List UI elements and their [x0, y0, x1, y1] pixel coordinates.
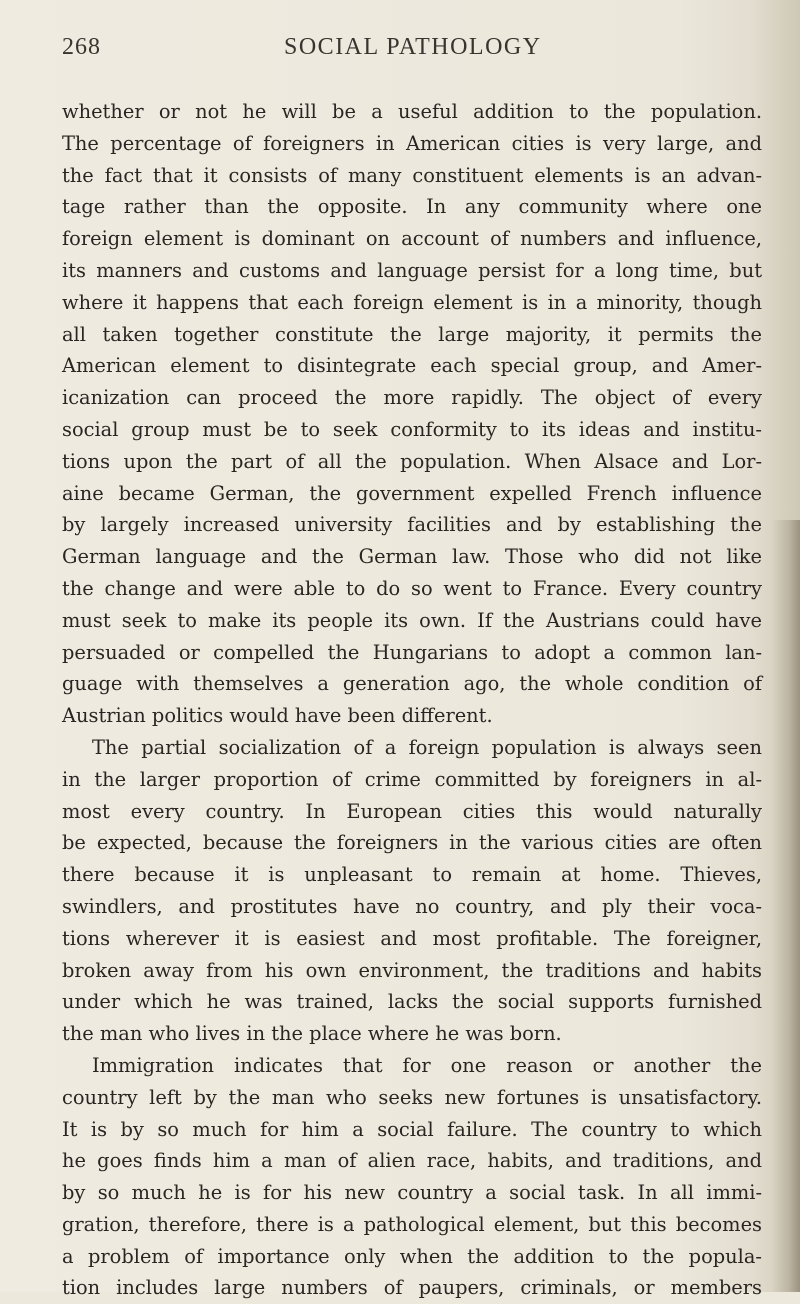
text-line: tage rather than the opposite. In any community where one	[62, 195, 762, 219]
text-line: It is by so much for him a social failure. The country to which	[62, 1117, 762, 1141]
text-line: icanization can proceed the more rapidly. The object of every	[62, 386, 762, 410]
text-line: social group must be to seek conformity to its ideas and institu-	[62, 417, 762, 441]
text-line: the change and were able to do so went to France. Every country	[62, 576, 762, 600]
paragraph-start-line: Immigration indicates that for one reason or another the	[92, 1053, 762, 1077]
text-line: there because it is unpleasant to remain at home. Thieves,	[62, 863, 762, 887]
page-number: 268	[62, 34, 101, 60]
text-line: country left by the man who seeks new fortunes is unsatisfactory.	[62, 1085, 762, 1109]
paragraph-end-line: the man who lives in the place where he was born.	[62, 1022, 562, 1046]
page-header	[62, 34, 762, 68]
text-line: tions wherever it is easiest and most profitable. The foreigner,	[62, 926, 762, 950]
text-line: tion includes large numbers of paupers, criminals, or members	[62, 1276, 762, 1300]
text-line: American element to disintegrate each special group, and Amer-	[62, 354, 762, 378]
text-line: The percentage of foreigners in American cities is very large, and	[62, 131, 762, 155]
text-line: by so much he is for his new country a social task. In all immi-	[62, 1181, 762, 1205]
text-line: all taken together constitute the large majority, it permits the	[62, 322, 762, 346]
text-line: aine became German, the government expelled French influence	[62, 481, 762, 505]
text-line: guage with themselves a generation ago, the whole condition of	[62, 672, 762, 696]
text-line: must seek to make its people its own. If the Austrians could have	[62, 608, 762, 632]
text-line: broken away from his own environment, the traditions and habits	[62, 958, 762, 982]
paragraph-start-line: The partial socialization of a foreign population is always seen	[92, 735, 762, 759]
text-line: the fact that it consists of many constituent elements is an advan-	[62, 163, 762, 187]
body-text	[62, 96, 762, 1304]
text-line: by largely increased university facilities and by establishing the	[62, 513, 762, 537]
running-title: SOCIAL PATHOLOGY	[284, 34, 542, 60]
text-line: he goes finds him a man of alien race, habits, and traditions, and	[62, 1149, 762, 1173]
text-line: where it happens that each foreign element is in a minority, though	[62, 290, 762, 314]
text-line: tions upon the part of all the population. When Alsace and Lor-	[62, 449, 762, 473]
text-line: in the larger proportion of crime committed by foreigners in al-	[62, 767, 762, 791]
text-line: its manners and customs and language persist for a long time, but	[62, 258, 762, 282]
text-line: foreign element is dominant on account of numbers and influence,	[62, 227, 762, 251]
text-line: gration, therefore, there is a pathological element, but this becomes	[62, 1212, 762, 1236]
text-line: a problem of importance only when the addition to the popula-	[62, 1244, 762, 1268]
text-line: German language and the German law. Those who did not like	[62, 545, 762, 569]
paragraph-end-line: Austrian politics would have been different.	[62, 704, 493, 728]
text-line: under which he was trained, lacks the social supports furnished	[62, 990, 762, 1014]
text-line: be expected, because the foreigners in the various cities are often	[62, 831, 762, 855]
page-edge-shadow	[772, 520, 800, 1292]
text-line: whether or not he will be a useful addition to the population.	[62, 100, 762, 123]
text-line: most every country. In European cities this would naturally	[62, 799, 762, 823]
text-line: swindlers, and prostitutes have no country, and ply their voca-	[62, 894, 762, 918]
text-line: persuaded or compelled the Hungarians to adopt a common lan-	[62, 640, 762, 664]
